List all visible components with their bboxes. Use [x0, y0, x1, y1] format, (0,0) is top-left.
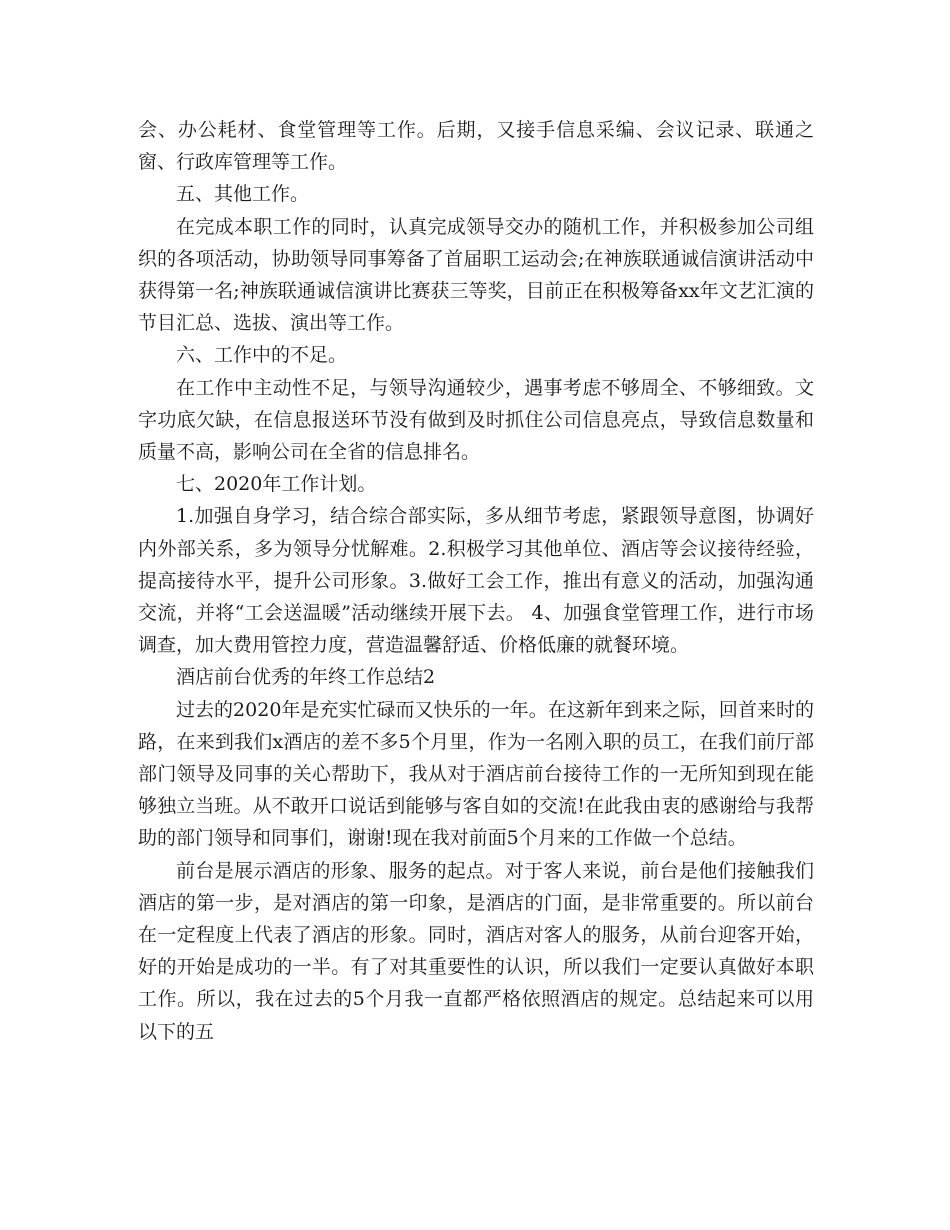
paragraph-work-plan: 1.加强自身学习，结合综合部实际，多从细节考虑，紧跟领导意图，协调好内外部关系，多为领导分忧解难。2.积极学习其他单位、酒店等会议接待经验，提高接待水平，提升公司形象。3.做好工会工作，推出有意义的活动，加强沟通交流，并将“工会送温暖”活动继续开展下去。 4、加强食堂管理工作，进行市场调查，加大费用管控力度，营造温馨舒适、价格低廉的就餐环境。: [138, 505, 814, 657]
document-subtitle: 酒店前台优秀的年终工作总结2: [176, 666, 436, 689]
document-body: [138, 114, 814, 1048]
section-heading-work-plan: 七、2020年工作计划。: [176, 473, 377, 496]
paragraph-other-work: 在完成本职工作的同时，认真完成领导交办的随机工作，并积极参加公司组织的各项活动，协助领导同事筹备了首届职工运动会;在神族联通诚信演讲活动中获得第一名;神族联通诚信演讲比赛获三等奖，目前正在积极筹备xx年文艺汇演的节目汇总、选拔、演出等工作。: [138, 215, 814, 335]
section-heading-other-work: 五、其他工作。: [176, 183, 310, 206]
section-heading-shortcomings: 六、工作中的不足。: [176, 344, 348, 367]
paragraph-front-desk: 前台是展示酒店的形象、服务的起点。对于客人来说，前台是他们接触我们酒店的第一步，是对酒店的第一印象，是酒店的门面，是非常重要的。所以前台在一定程度上代表了酒店的形象。同时，酒店对客人的服务，从前台迎客开始，好的开始是成功的一半。有了对其重要性的认识，所以我们一定要认真做好本职工作。所以，我在过去的5个月我一直都严格依照酒店的规定。总结起来可以用以下的五: [138, 859, 814, 1043]
paragraph-continuation: 会、办公耗材、食堂管理等工作。后期，又接手信息采编、会议记录、联通之窗、行政库管理等工作。: [138, 119, 814, 174]
paragraph-intro: 过去的2020年是充实忙碌而又快乐的一年。在这新年到来之际，回首来时的路，在来到我们x酒店的差不多5个月里，作为一名刚入职的员工，在我们前厅部部门领导及同事的关心帮助下，我从对于酒店前台接待工作的一无所知到现在能够独立当班。从不敢开口说话到能够与客自如的交流!在此我由衷的感谢给与我帮助的部门领导和同事们，谢谢!现在我对前面5个月来的工作做一个总结。: [138, 698, 814, 850]
paragraph-shortcomings: 在工作中主动性不足，与领导沟通较少，遇事考虑不够周全、不够细致。文字功底欠缺，在信息报送环节没有做到及时抓住公司信息亮点，导致信息数量和质量不高，影响公司在全省的信息排名。: [138, 376, 814, 464]
